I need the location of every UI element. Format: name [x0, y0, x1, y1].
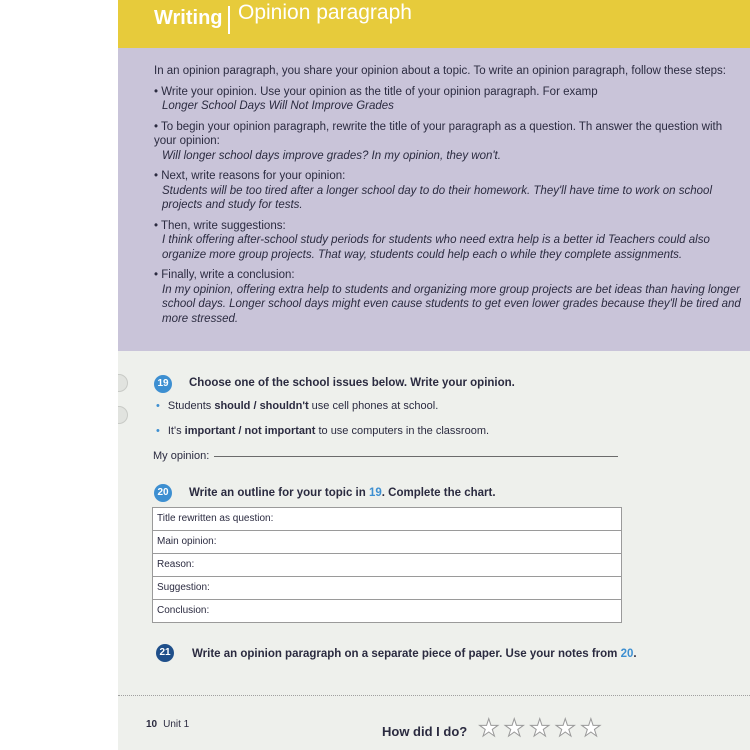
issue-item: • Students should / shouldn't use cell phones at school. — [156, 400, 439, 412]
binder-hole — [118, 374, 128, 392]
question-19-prompt: Choose one of the school issues below. Write your opinion. — [189, 377, 515, 389]
star-icon[interactable]: ★ — [554, 715, 577, 742]
question-21-prompt: Write an opinion paragraph on a separate piece of paper. Use your notes from 20. — [192, 648, 637, 660]
outline-chart — [152, 507, 622, 623]
step-item: • Write your opinion. Use your opinion as the title of your opinion paragraph. For examp Longer School Days Will Not Improve Grades — [154, 85, 744, 114]
step-example: Students will be too tired after a longer school day to do their homework. They'll have time to work on school projects and study for tests. — [162, 184, 713, 211]
star-icon[interactable]: ★ — [503, 715, 526, 742]
footer-divider — [118, 695, 750, 696]
chart-row[interactable]: Suggestion: — [153, 577, 621, 600]
issue-item: • It's important / not important to use computers in the classroom. — [156, 425, 490, 437]
step-text: Next, write reasons for your opinion: — [161, 170, 346, 182]
section-label: Writing — [154, 7, 223, 29]
step-item: • Next, write reasons for your opinion: Students will be too tired after a longer school day to do their homework. They'll have time to work on school projects and study for tests. — [154, 169, 744, 213]
star-icon[interactable]: ★ — [529, 715, 551, 742]
question-19-number: 19 — [154, 375, 172, 393]
step-item: • Then, write suggestions: I think offering after-school study periods for students who need extra help is a better id Teachers could also organize more group projects. That way, students could help each o while they complete assignments. — [154, 219, 744, 263]
chart-row[interactable]: Main opinion: — [153, 531, 621, 554]
opinion-answer-line[interactable] — [214, 456, 618, 457]
step-example: Will longer school days improve grades? In my opinion, they won't. — [162, 149, 501, 162]
self-check-label: How did I do? — [382, 724, 468, 739]
workbook-page — [118, 0, 750, 750]
step-example: In my opinion, offering extra help to students and organizing more group projects are bet ideas than having longer school days. Longer school days might even cause students to get even lower grades because they'll be tired and more stressed. — [162, 283, 741, 325]
star-icon[interactable]: ★ — [478, 715, 500, 742]
step-example: I think offering after-school study periods for students who need extra help is a better id Teachers could also organize more group projects. That way, students could help each o while they complete assignments. — [162, 234, 710, 261]
section-topic: Opinion paragraph — [238, 1, 412, 24]
opinion-label: My opinion: — [153, 450, 210, 462]
choice-text[interactable]: should / shouldn't — [214, 400, 309, 412]
section-header — [118, 0, 750, 48]
chart-row[interactable]: Conclusion: — [157, 605, 210, 616]
chart-row[interactable]: Reason: — [153, 554, 621, 577]
step-example: Longer School Days Will Not Improve Grades — [162, 100, 394, 112]
star-icon[interactable]: ★ — [580, 715, 602, 742]
step-text: To begin your opinion paragraph, rewrite the title of your paragraph as a question. Th answer the question with your opinion: — [154, 120, 723, 147]
choice-text[interactable]: important / not important — [184, 425, 316, 437]
page-footer — [146, 719, 189, 730]
unit-label: Unit 1 — [163, 719, 190, 730]
step-item: • To begin your opinion paragraph, rewrite the title of your paragraph as a question. Th answer the question with your opinion: Will longer school days improve grades? In my opinion, they won't. — [154, 120, 744, 164]
question-20-number: 20 — [154, 484, 172, 502]
bullet-icon: • — [156, 425, 160, 437]
question-21-number: 21 — [156, 644, 174, 662]
instructions-box — [118, 48, 750, 351]
step-text: Then, write suggestions: — [161, 219, 286, 232]
bullet-icon: • — [156, 400, 160, 412]
header-divider — [228, 6, 230, 34]
rating-stars — [478, 716, 606, 742]
step-text: Finally, write a conclusion: — [161, 269, 295, 281]
intro-lead: In an opinion paragraph, you share your opinion about a topic. To write an opinion paragraph, follow these steps: — [154, 65, 726, 77]
chart-row[interactable]: Title rewritten as question: — [153, 508, 621, 531]
binder-hole — [118, 406, 128, 424]
step-text: Write your opinion. Use your opinion as the title of your opinion paragraph. For examp — [161, 85, 598, 98]
step-item: • Finally, write a conclusion: In my opinion, offering extra help to students and organizing more group projects are bet ideas than having longer school days. Longer school days might even cause students to get even lower grades because they'll be tired and more stressed. — [154, 268, 744, 326]
question-20-prompt: Write an outline for your topic in 19. Complete the chart. — [189, 487, 496, 499]
page-number: 10 — [146, 719, 158, 730]
binder-holes — [118, 370, 138, 430]
